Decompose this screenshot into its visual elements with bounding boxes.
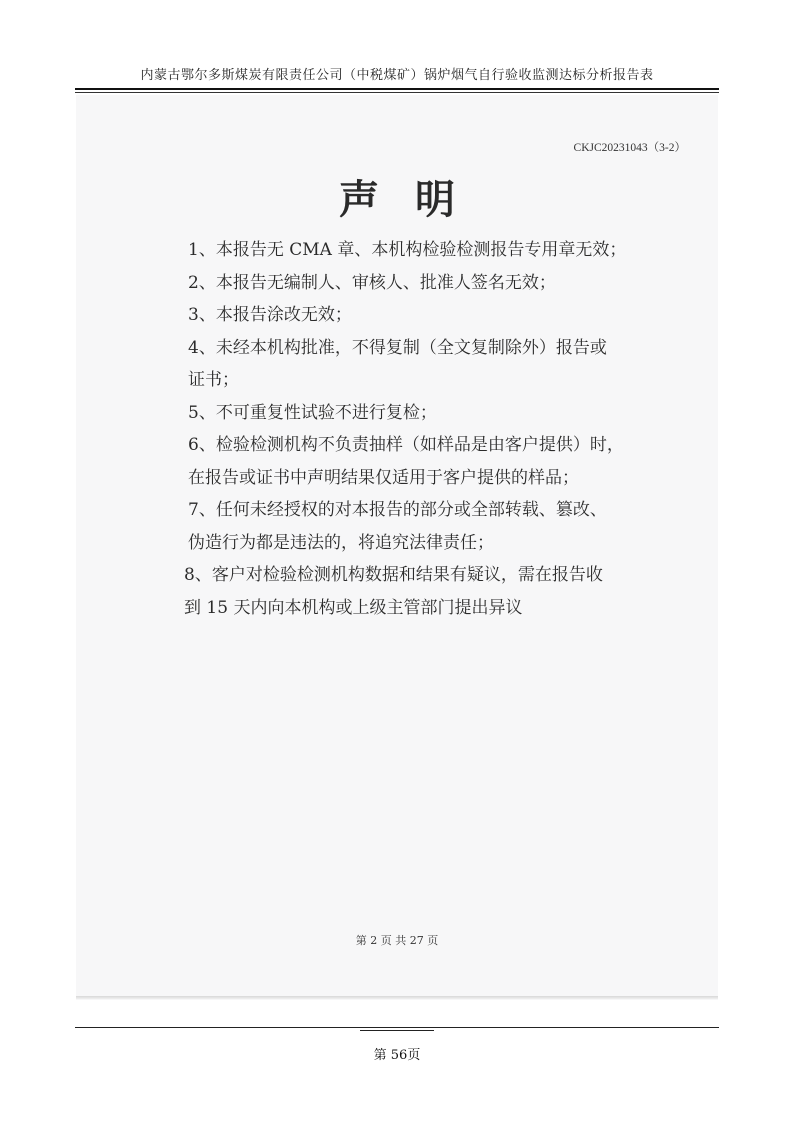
header-rule-thin <box>75 92 719 93</box>
page-title: 声明 <box>339 176 491 223</box>
declaration-clauses <box>184 234 627 624</box>
clause-line: 到 15 天内向本机构或上级主管部门提出异议 <box>184 597 523 618</box>
footer-rule <box>75 1027 719 1028</box>
clause-line: 4、未经本机构批准，不得复制（全文复制除外）报告或 <box>188 337 607 358</box>
clause-6 <box>188 429 624 494</box>
clause-3 <box>188 299 620 332</box>
clause-line: 6、检验检测机构不负责抽样（如样品是由客户提供）时， <box>188 435 624 455</box>
clause-line: 证书； <box>188 370 239 390</box>
scan-page-number: 第 2 页 共 27 页 <box>355 934 439 947</box>
clause-line: 1、本报告无 CMA 章、本机构检验检测报告专用章无效； <box>188 240 627 260</box>
footer-page-number: 第 56页 <box>373 1048 421 1063</box>
document-header: 内蒙古鄂尔多斯煤炭有限责任公司（中税煤矿）锅炉烟气自行验收监测达标分析报告表 <box>140 68 654 83</box>
header-rule <box>75 88 719 90</box>
clause-8 <box>184 559 620 624</box>
clause-5 <box>188 397 620 430</box>
clause-line: 3、本报告涂改无效； <box>188 305 352 325</box>
clause-line: 7、任何未经授权的对本报告的部分或全部转载、篡改、 <box>188 500 607 520</box>
clause-line: 5、不可重复性试验不进行复检； <box>188 402 437 423</box>
scan-edge <box>76 996 718 999</box>
clause-line: 伪造行为都是违法的，将追究法律责任； <box>188 532 494 553</box>
clause-1 <box>188 234 627 267</box>
report-code: CKJC20231043（3-2） <box>573 142 686 154</box>
clause-2 <box>188 267 620 300</box>
clause-line: 8、客户对检验检测机构数据和结果有疑议，需在报告收 <box>184 565 603 585</box>
clause-line: 2、本报告无编制人、审核人、批准人签名无效； <box>188 272 556 293</box>
clause-4 <box>188 332 620 397</box>
footer-rule-short <box>360 1030 434 1031</box>
clause-line: 在报告或证书中声明结果仅适用于客户提供的样品； <box>188 467 579 488</box>
clause-7 <box>188 494 620 559</box>
